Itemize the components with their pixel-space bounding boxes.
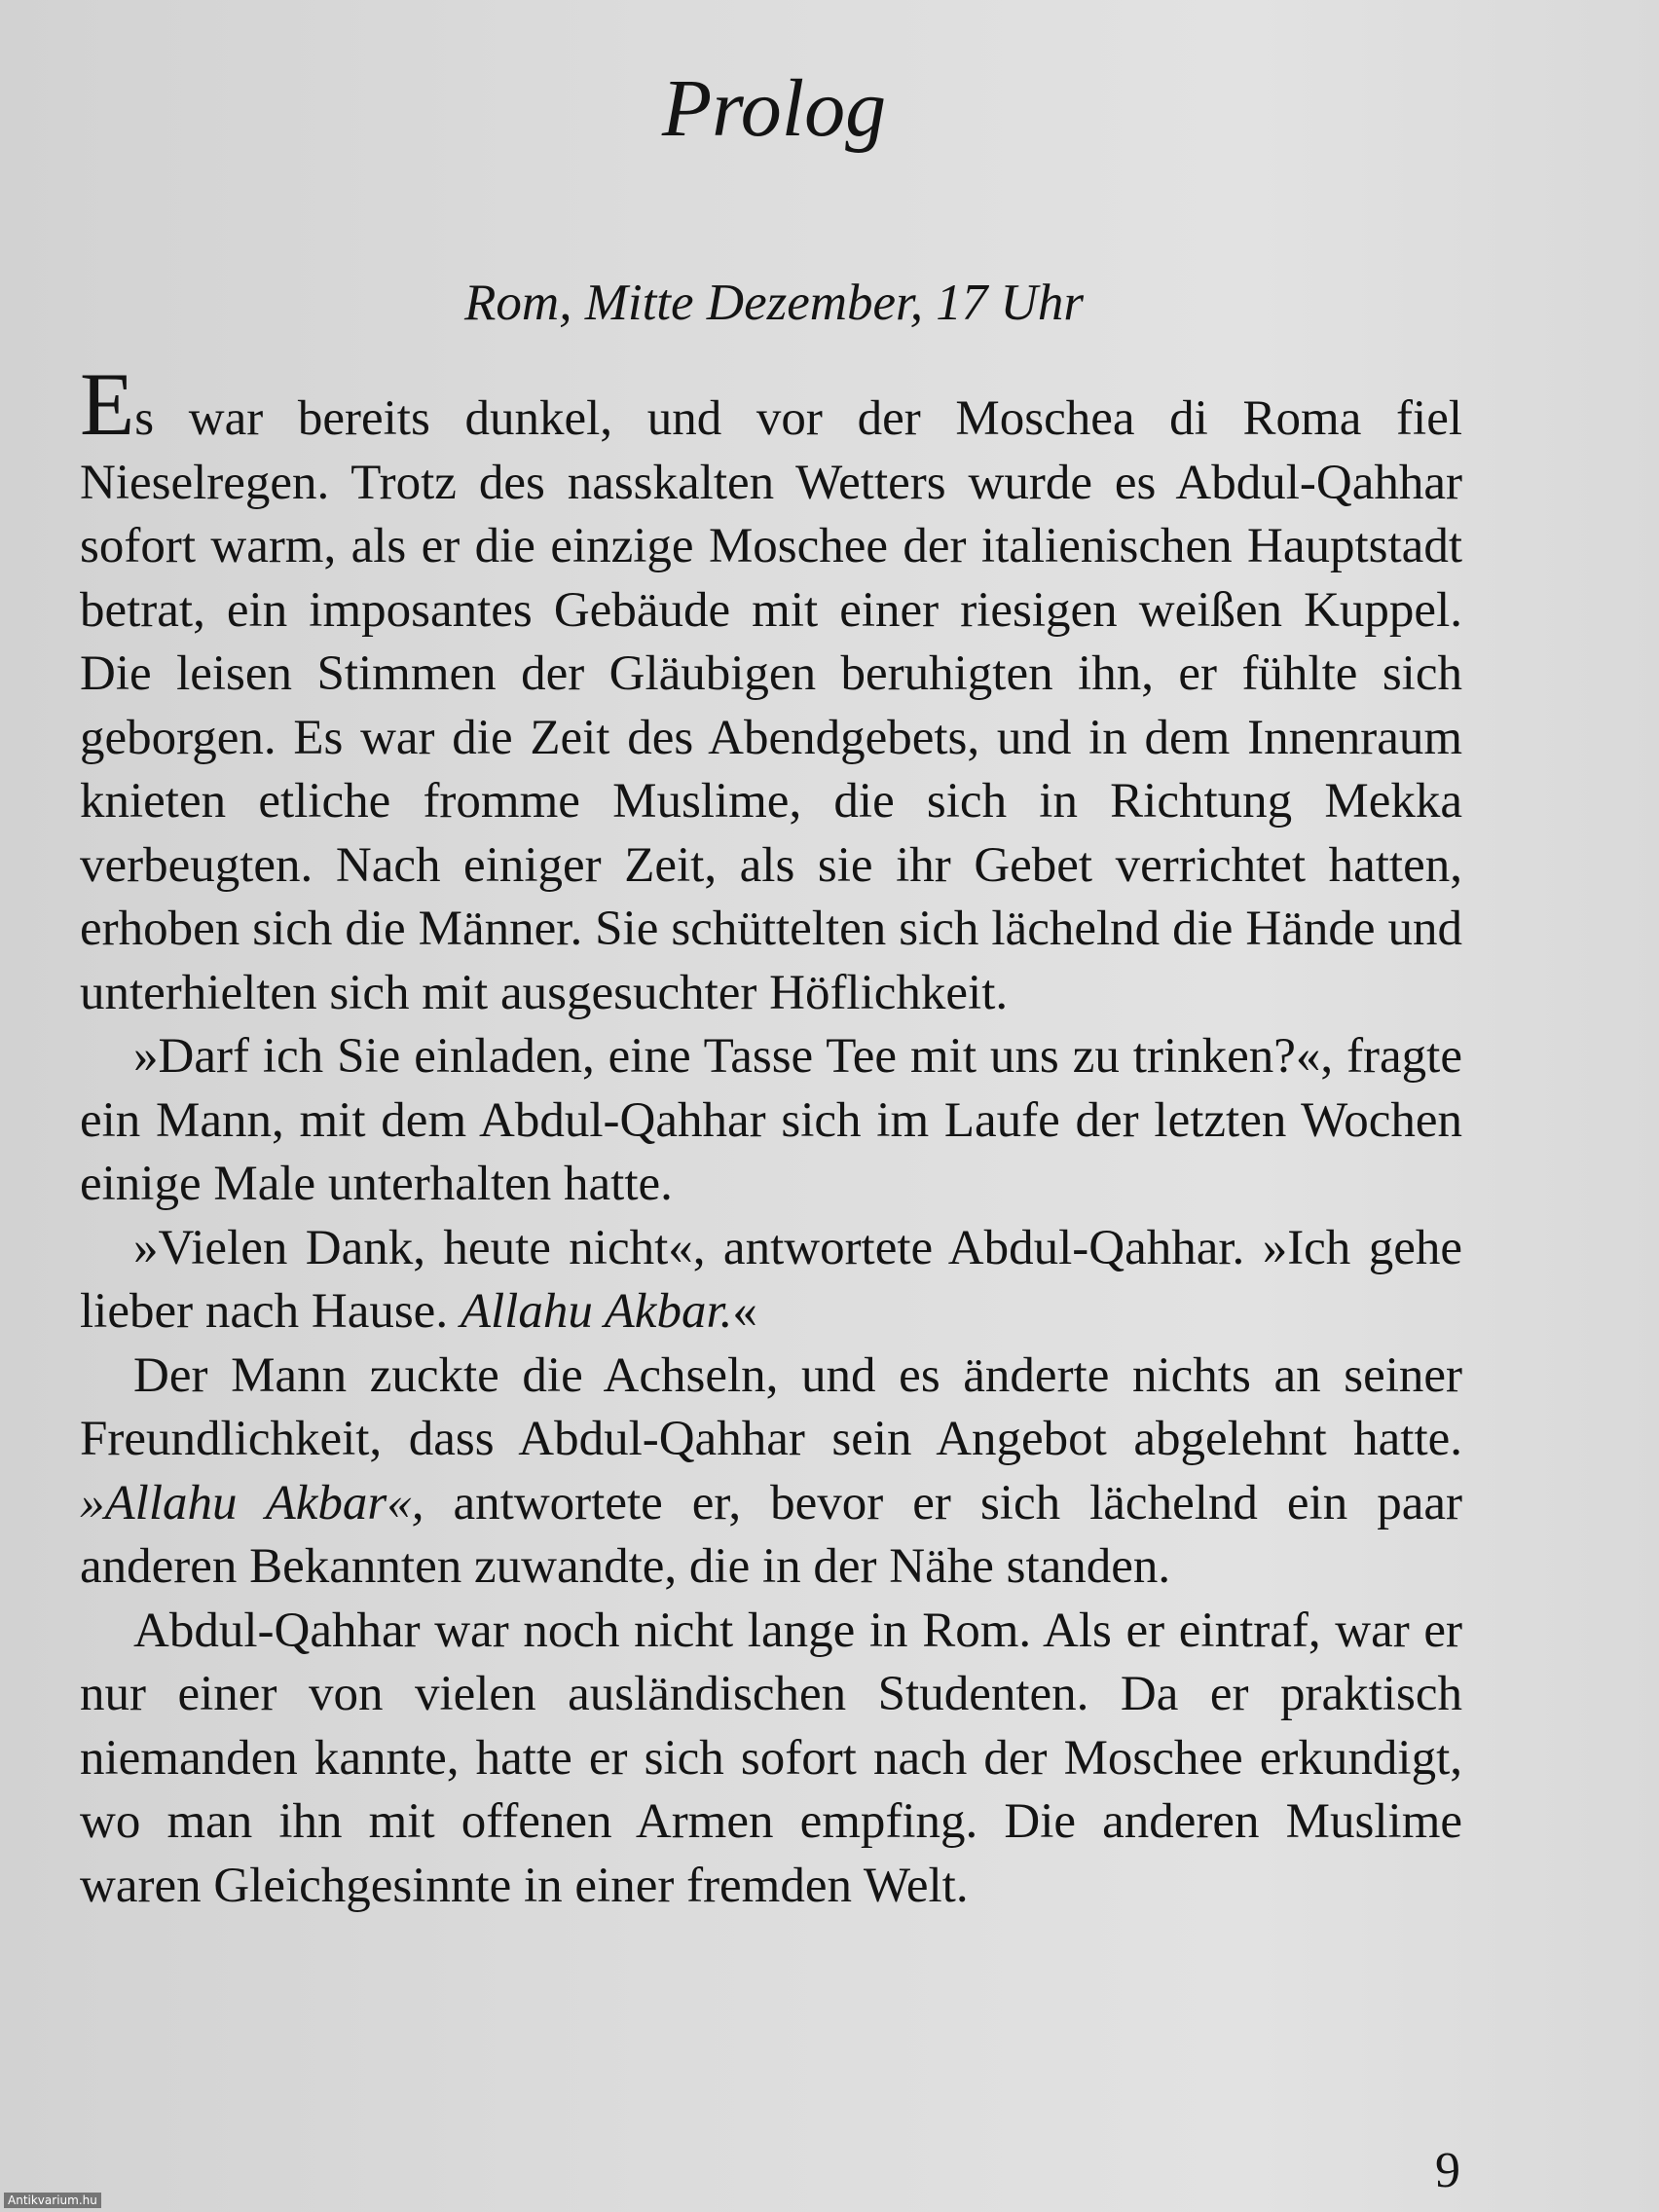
paragraph-3-text-before: »Vielen Dank, heute nicht«, antwortete Abdul-Qahhar. »Ich gehe lieber nach Hause. [80,1220,1462,1339]
chapter-title: Prolog [661,63,887,154]
paragraph-4-text-after: antwortete er, bevor er sich lächelnd ein paar anderen Bekannten zuwandte, die in der Nähe standen. [80,1475,1462,1594]
paragraph-3 [80,1217,1462,1345]
paragraph-1 [80,354,1462,1025]
paragraph-5: Abdul-Qahhar war noch nicht lange in Rom. Als er eintraf, war er nur einer von vielen ausländischen Studenten. Da er praktisch niemanden kannte, hatte er sich sofort nach der Moschee erkundigt, wo man ihn mit offenen Armen empfing. Die anderen Muslime waren Gleichgesinnte in einer fremden Welt. [80,1603,1462,1913]
paragraph-1-text: s war bereits dunkel, und vor der Moschea di Roma fiel Nieselregen. Trotz des nasskalten Wetters wurde es Abdul-Qahhar sofort warm, als er die einzige Moschee der italienischen Hauptstadt betrat, ein imposantes Gebäude mit einer riesigen weißen Kuppel. Die leisen Stimmen der Gläubigen beruhigten ihn, er fühlte sich geborgen. Es war die Zeit des Abendgebets, und in dem Innenraum knieten etliche fromme Muslime, die sich in Richtung Mekka verbeugten. Nach einiger Zeit, als sie ihr Gebet verrichtet hatten, erhoben sich die Männer. Sie schüttelten sich lächelnd die Hände und unterhielten sich mit ausgesuchter Höflichkeit. [80,391,1462,1020]
paragraph-4 [80,1345,1462,1600]
chapter-subtitle: Rom, Mitte Dezember, 17 Uhr [464,275,1084,331]
watermark: Antikvarium.hu [4,2193,101,2208]
paragraph-4-emphasis: »Allahu Akbar«, [80,1475,424,1530]
paragraph-2: »Darf ich Sie einladen, eine Tasse Tee mit uns zu trinken?«, fragte ein Mann, mit dem Abdul-Qahhar sich im Laufe der letzten Wochen einige Male unterhalten hatte. [80,1029,1462,1211]
paragraph-3-text-after: « [732,1284,757,1339]
page-number: 9 [1435,2143,1460,2198]
paragraph-3-emphasis: Allahu Akbar. [460,1284,733,1339]
drop-cap: E [80,354,135,454]
paragraph-4-text-before: Der Mann zuckte die Achseln, und es änderte nichts an seiner Freundlichkeit, dass Abdul-Qahhar sein Angebot abgelehnt hatte. [80,1347,1462,1466]
body-text [80,354,1462,1918]
